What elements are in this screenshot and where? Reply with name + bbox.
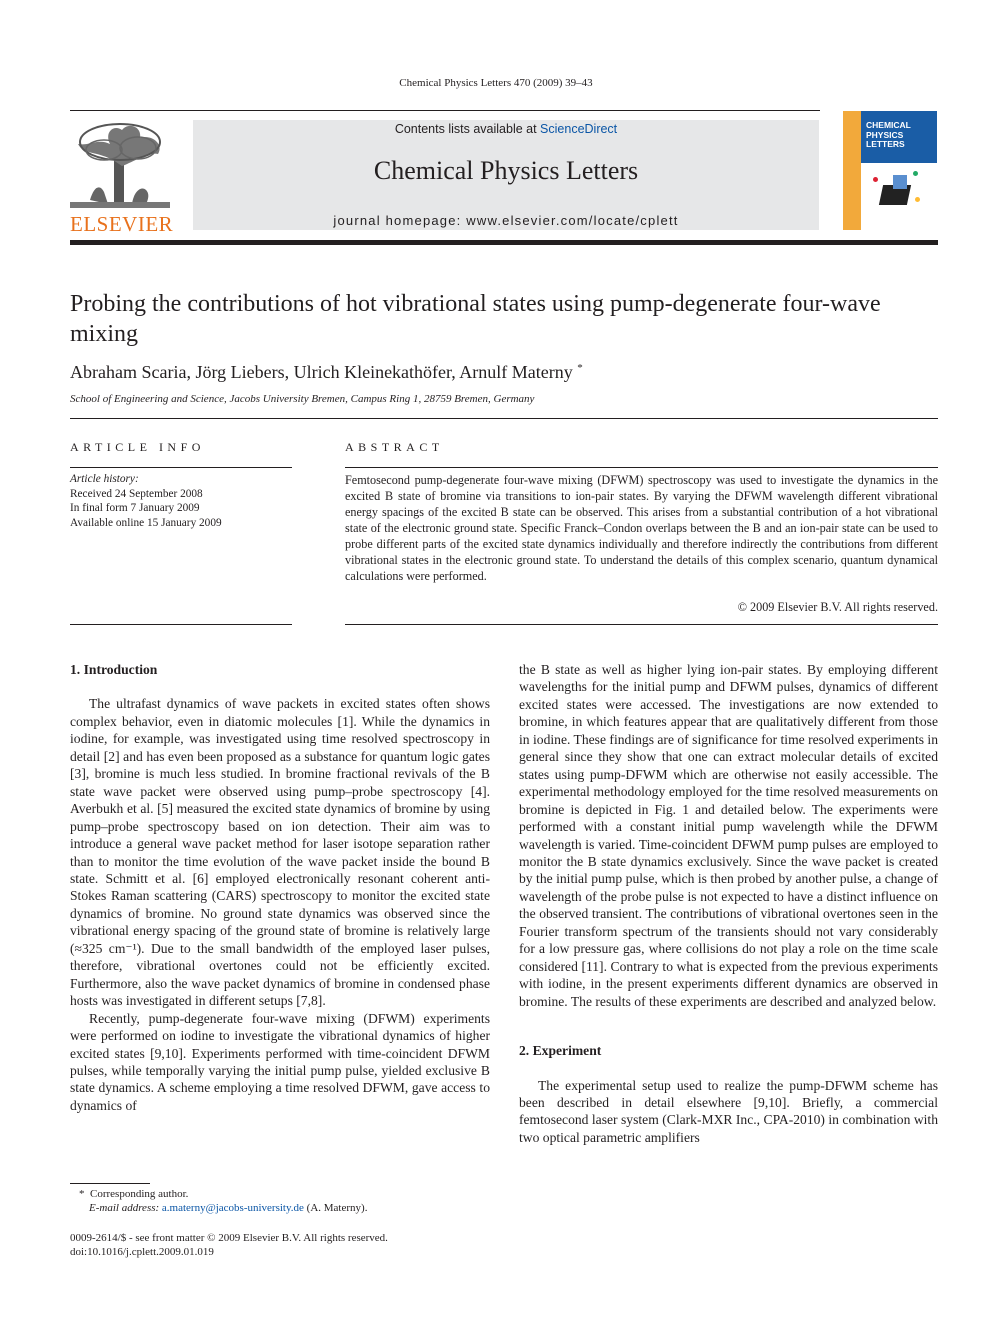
header-rule	[70, 110, 820, 111]
abstract-copyright: © 2009 Elsevier B.V. All rights reserved.	[737, 600, 938, 614]
issn-line: 0009-2614/$ - see front matter © 2009 Elsevier B.V. All rights reserved.	[70, 1232, 388, 1244]
article-authors	[70, 362, 583, 383]
cover-title	[866, 121, 911, 150]
paragraph: the B state as well as higher lying ion-pair states. By employing different wavelengths for the initial pump and DFWM pulses, dynamics of different excited states were accessed. The investigations are now extended to bromine, in which features appear that are qualitatively different from those in iodine. These findings are of significance for time resolved experiments in general since they show that one can extract molecular details of excited states using pump-DFWM which are otherwise not easily accessible. The experimental methodology employed for the time resolved measurements on bromine is depicted in Fig. 1 and detailed below. The experiments were performed with a constant initial pump wavelength while the DFWM wavelength is varied. Time-coincident DFWM pump pulses are employed to monitor the B state dynamics exclusively. Since the wave packet is created by the initial pump pulse, which is then probed by another pulse, a change of wavelength of the probe pulse is not expected to have a distinct influence on the observed transient. The contributions of vibrational overtones seen in the Fourier transform spectrum of the transients should not vary considerably for a low pressure gas, where collisions do not play a role on the time scale considered [11]. Contrary to what is expected from the previous experiments with iodine, in the present experiments different dynamics are observed in bromine. The results of these experiments are described and analyzed below.	[519, 662, 938, 1009]
paragraph: The ultrafast dynamics of wave packets in excited states often shows complex behavior, even in diatomic molecules [1]. While the dynamics in iodine, for example, was investigated using time resolved spectroscopy in detail [2] and has even been proposed as a substance for quantum logic gates [3], bromine is much less studied. In bromine fractional revivals of the B state wave packet were observed using pump–probe spectroscopy [4]. Averbukh et al. [5] measured the excited state dynamics of bromine by using pump–probe spectroscopy based on ion detection. Their aim was to introduce a general wave packet method for laser isotope separation rather than to monitor the time evolution of the wave packet inside the bound B state. Schmitt et al. [6] employed electronically resonant coherent anti-Stokes Raman scattering (CARS) spectroscopy to monitor the excited state dynamics of bromine. No ground state dynamics was observed since the vibrational energy spacing of the ground state of bromine is relatively large (≈325 cm⁻¹). Due to the small bandwidth of the employed laser pulses, therefore, vibrational overtones could not be efficiently excited. Furthermore, also the wave packet dynamics of bromine in condensed phase hosts was investigated in different setups [7,8].	[70, 696, 490, 1009]
cover-title-line: LETTERS	[866, 139, 905, 149]
body-column-left	[70, 661, 490, 1114]
masthead-rule	[70, 240, 938, 245]
body-column-right	[519, 661, 938, 1146]
affiliation: School of Engineering and Science, Jacobs University Bremen, Campus Ring 1, 28759 Bremen, Germany	[70, 393, 535, 405]
corresponding-author-mark[interactable]: *	[577, 362, 583, 374]
info-rule	[70, 418, 938, 419]
elsevier-tree-icon	[70, 120, 170, 210]
doi-line[interactable]: doi:10.1016/j.cplett.2009.01.019	[70, 1246, 214, 1259]
journal-masthead	[193, 120, 819, 230]
abstract-heading: ABSTRACT	[345, 440, 444, 454]
contents-prefix: Contents lists available at	[394, 122, 541, 136]
article-info-bottom-rule	[70, 624, 292, 625]
journal-citation: Chemical Physics Letters 470 (2009) 39–43	[399, 77, 593, 89]
cover-title-line: CHEMICAL	[866, 120, 911, 130]
article-info-heading: ARTICLE INFO	[70, 440, 205, 454]
footnote-mark: *	[79, 1188, 85, 1200]
cover-image	[843, 163, 937, 230]
paragraph: The experimental setup used to realize the pump-DFWM scheme has been described in detail elsewhere [9,10]. Briefly, a commercial femtosecond laser system (Clark-MXR Inc., CPA-2010) in combination with two optical parametric amplifiers	[519, 1077, 938, 1145]
history-label: Article history:	[70, 473, 139, 485]
section-heading: 1. Introduction	[70, 662, 158, 677]
journal-name[interactable]: Chemical Physics Letters	[373, 156, 639, 185]
footnote-rule	[70, 1183, 150, 1184]
paragraph: Recently, pump-degenerate four-wave mixing (DFWM) experiments were performed on iodine to investigate the vibrational dynamics of higher excited states [9,10]. Experiments performed with time-coincident DFWM pulses, while temporally varying the initial pump pulse, yielded exclusive B state dynamics. A scheme employing a time resolved DFWM, gave access to dynamics of	[70, 1010, 490, 1113]
corresponding-author-note: Corresponding author.	[90, 1188, 189, 1200]
abstract-bottom-rule	[345, 624, 938, 625]
author-email-link[interactable]: a.materny@jacobs-university.de	[161, 1202, 304, 1215]
front-matter-info	[70, 1231, 388, 1260]
cover-title-line: PHYSICS	[866, 129, 904, 140]
author-list: Abraham Scaria, Jörg Liebers, Ulrich Kleinekathöfer, Arnulf Materny	[70, 362, 573, 382]
email-suffix: (A. Materny).	[306, 1202, 368, 1215]
elsevier-wordmark: ELSEVIER	[70, 212, 174, 236]
elsevier-logo[interactable]	[70, 120, 174, 236]
abstract-rule	[345, 467, 938, 468]
history-received: Received 24 September 2008	[70, 487, 203, 500]
footnotes	[70, 1187, 367, 1216]
abstract-text: Femtosecond pump-degenerate four-wave mixing (DFWM) spectroscopy was used to investigate the dynamics in the excited B state of bromine via transitions to ion-pair states. By varying the DFWM wavelength different vibrational energy spacings of the excited B state can be observed. This arises from a substantial contribution of a hot vibrational state of the electronic ground state. Specific Franck–Condon overlaps between the B and an ion-pair state can be used to probe different parts of the excited state dynamics individually and therefore indirectly the contributions from different vibrational states in the electronic ground state. To understand the details of this complex scenario, quantum dynamical calculations were performed.	[345, 473, 938, 583]
sciencedirect-link[interactable]: ScienceDirect	[540, 122, 618, 136]
article-title: Probing the contributions of hot vibrational states using pump-degenerate four-wave mixing	[70, 291, 881, 347]
section-heading: 2. Experiment	[519, 1043, 602, 1059]
history-final: In final form 7 January 2009	[70, 502, 200, 514]
journal-cover[interactable]	[843, 111, 937, 230]
article-history	[70, 472, 222, 530]
history-online: Available online 15 January 2009	[70, 516, 222, 529]
email-label: E-mail address:	[89, 1202, 160, 1215]
article-info-rule	[70, 467, 292, 468]
journal-homepage[interactable]: journal homepage: www.elsevier.com/locate/cplett	[333, 213, 679, 228]
contents-available	[193, 120, 819, 136]
